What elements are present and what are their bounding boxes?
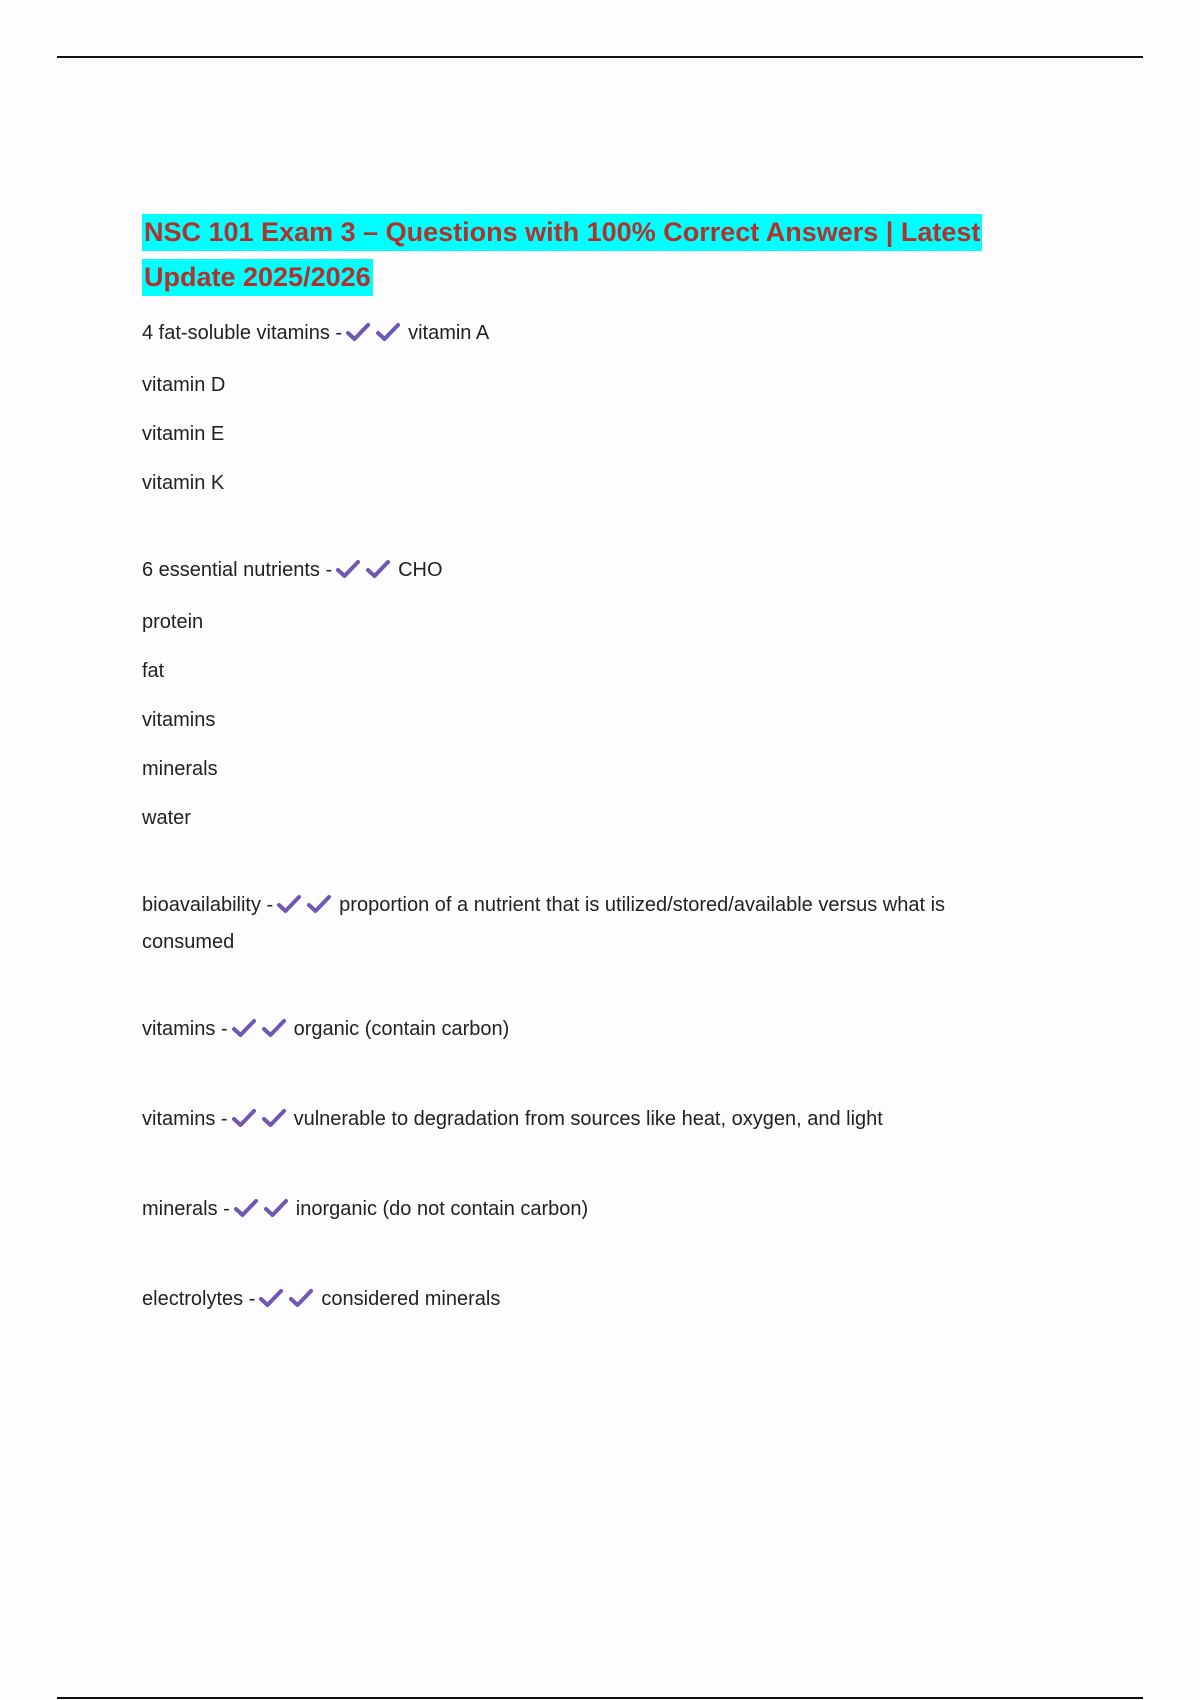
qa-answer: vitamin A — [408, 322, 490, 344]
checkmark-icon — [234, 1198, 258, 1218]
checkmark-icon — [259, 1288, 283, 1308]
qa-answer-line: vitamin D — [142, 374, 226, 396]
qa-answer: inorganic (do not contain carbon) — [295, 1198, 589, 1220]
checkmark-icon — [232, 1108, 256, 1128]
qa-item — [142, 1102, 1042, 1139]
qa-first-line — [142, 1102, 1042, 1139]
qa-item — [142, 1012, 1042, 1049]
qa-item — [142, 316, 1042, 500]
qa-answer: considered minerals — [321, 1288, 501, 1310]
qa-first-line — [142, 1192, 1042, 1229]
qa-first-line — [142, 888, 1042, 959]
qa-answer-line: protein — [142, 611, 204, 633]
footer-rule — [57, 1697, 1143, 1699]
checkmark-icon — [262, 1108, 286, 1128]
qa-list — [142, 316, 1042, 1319]
checkmarks — [346, 319, 406, 353]
qa-answer-line: water — [142, 807, 191, 829]
checkmark-icon — [376, 322, 400, 342]
checkmarks — [336, 556, 396, 590]
document-title-text: NSC 101 Exam 3 – Questions with 100% Correct Answers | Latest Update 2025/2026 — [142, 214, 982, 296]
checkmark-icon — [366, 559, 390, 579]
checkmark-icon — [232, 1018, 256, 1038]
checkmark-icon — [336, 559, 360, 579]
qa-answer: proportion of a nutrient that is utilized/stored/available versus what is consumed — [142, 894, 946, 953]
qa-answer-line: vitamin E — [142, 423, 225, 445]
checkmarks — [234, 1195, 294, 1229]
checkmarks — [277, 891, 337, 925]
qa-term: 6 essential nutrients - — [142, 559, 333, 581]
qa-first-line — [142, 316, 1042, 353]
qa-term: 4 fat-soluble vitamins - — [142, 322, 343, 344]
qa-answer-line: fat — [142, 660, 165, 682]
qa-item — [142, 1282, 1042, 1319]
qa-term: minerals - — [142, 1198, 230, 1220]
qa-term: electrolytes - — [142, 1288, 256, 1310]
checkmark-icon — [346, 322, 370, 342]
qa-item — [142, 888, 1042, 959]
qa-term: bioavailability - — [142, 894, 274, 916]
checkmarks — [232, 1015, 292, 1049]
qa-item — [142, 1192, 1042, 1229]
qa-answer-line: vitamin K — [142, 472, 225, 494]
qa-answer: vulnerable to degradation from sources like heat, oxygen, and light — [293, 1108, 883, 1130]
qa-first-line — [142, 553, 1042, 590]
checkmark-icon — [264, 1198, 288, 1218]
document-body — [142, 210, 1042, 1319]
qa-first-line — [142, 1282, 1042, 1319]
qa-answer: CHO — [398, 559, 443, 581]
qa-item — [142, 553, 1042, 835]
qa-first-line — [142, 1012, 1042, 1049]
header-rule — [57, 56, 1143, 58]
qa-answer-line: vitamins — [142, 709, 216, 731]
checkmarks — [259, 1285, 319, 1319]
checkmark-icon — [277, 894, 301, 914]
checkmark-icon — [307, 894, 331, 914]
checkmarks — [232, 1105, 292, 1139]
qa-answer-line: minerals — [142, 758, 218, 780]
qa-term: vitamins - — [142, 1108, 228, 1130]
qa-answer: organic (contain carbon) — [293, 1018, 510, 1040]
qa-term: vitamins - — [142, 1018, 228, 1040]
document-title — [142, 210, 1042, 300]
checkmark-icon — [289, 1288, 313, 1308]
checkmark-icon — [262, 1018, 286, 1038]
